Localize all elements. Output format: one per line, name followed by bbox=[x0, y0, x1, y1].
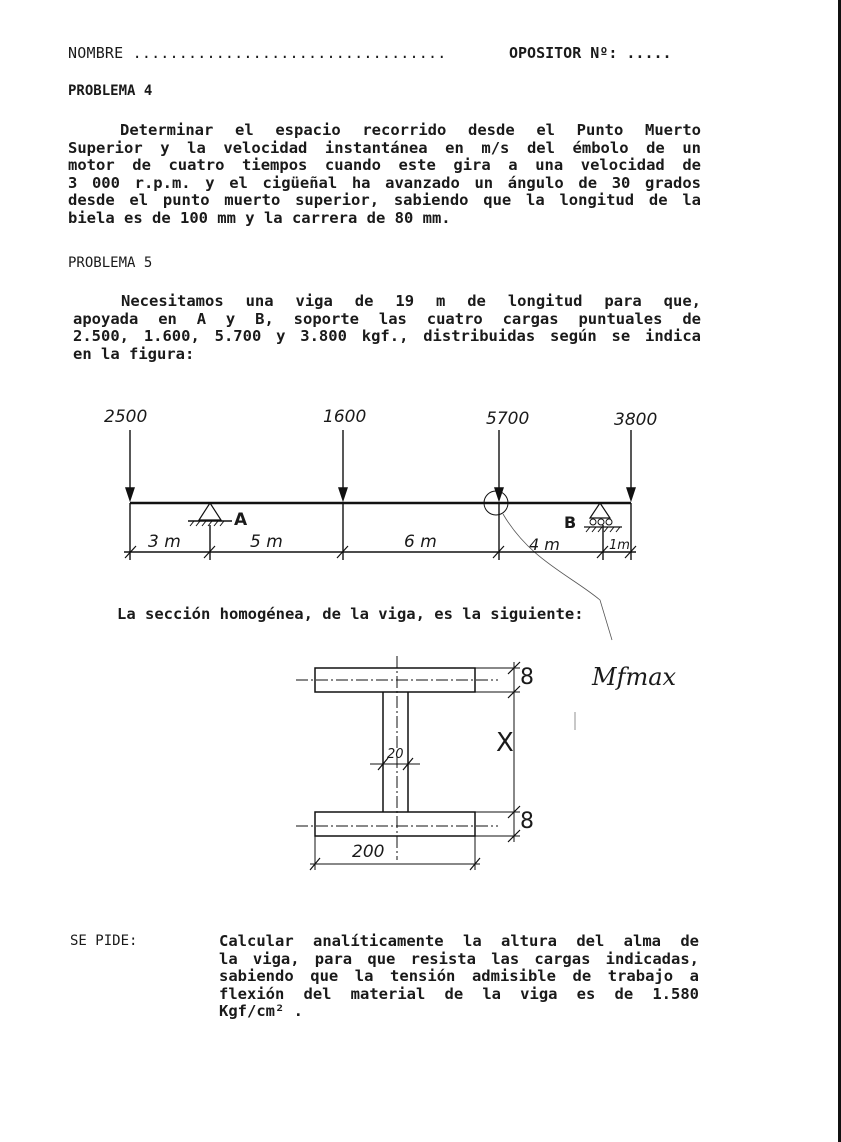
opositor-field-label: OPOSITOR Nº: ..... bbox=[509, 44, 672, 62]
problem-5-line: en la figura: bbox=[73, 344, 195, 363]
support-b-icon bbox=[590, 503, 610, 518]
se-pide-text bbox=[219, 933, 699, 1021]
span-label-5m: 5 m bbox=[250, 532, 283, 552]
load-arrow-head bbox=[627, 488, 635, 500]
load-label-5700: 5700 bbox=[486, 409, 530, 429]
top-flange bbox=[315, 668, 475, 692]
bottom-flange-thickness-label: 8 bbox=[520, 809, 534, 834]
width-label: 200 bbox=[352, 842, 385, 862]
bottom-flange bbox=[315, 812, 475, 836]
problem-4-line: Superior y la velocidad instantánea en m/s del émbolo de un bbox=[68, 138, 701, 157]
load-label-1600: 1600 bbox=[323, 407, 367, 427]
support-a-hatch bbox=[190, 521, 224, 526]
problem-4-line: biela es de 100 mm y la carrera de 80 mm. bbox=[68, 208, 451, 227]
problem-4-text bbox=[68, 122, 701, 227]
se-pide-line: sabiendo que la tensión admisible de trabajo a bbox=[219, 967, 699, 985]
problem-5-heading: PROBLEMA 5 bbox=[68, 255, 153, 271]
se-pide-label: SE PIDE: bbox=[70, 933, 138, 949]
problem-5-line: Necesitamos una viga de 19 m de longitud para que, bbox=[121, 292, 701, 310]
nombre-field-label: NOMBRE .................................. bbox=[68, 44, 447, 62]
section-caption: La sección homogénea, de la viga, es la siguiente: bbox=[117, 605, 584, 623]
web-thickness-label: 20 bbox=[387, 747, 404, 762]
max-moment-circle bbox=[484, 491, 508, 515]
se-pide-line: Calcular analíticamente la altura del alma de bbox=[219, 932, 699, 950]
load-label-3800: 3800 bbox=[614, 410, 658, 430]
problem-5-text bbox=[73, 293, 701, 363]
se-pide-line: Kgf/cm² . bbox=[219, 1002, 303, 1020]
load-label-2500: 2500 bbox=[104, 407, 148, 427]
se-pide-line: flexión del material de la viga es de 1.580 bbox=[219, 984, 699, 1003]
top-flange-thickness-label: 8 bbox=[520, 665, 534, 690]
span-label-3m: 3 m bbox=[148, 532, 181, 552]
max-moment-annotation: Mfmax bbox=[592, 663, 677, 691]
problem-4-line: motor de cuatro tiempos cuando este gira a una velocidad de bbox=[68, 156, 701, 174]
problem-5-line: 2.500, 1.600, 5.700 y 3.800 kgf., distribuidas según se indica bbox=[73, 327, 701, 345]
problem-4-line: Determinar el espacio recorrido desde el Punto Muerto bbox=[120, 121, 701, 139]
span-label-1m: 1m bbox=[609, 538, 630, 553]
problem-4-heading: PROBLEMA 4 bbox=[68, 83, 153, 99]
span-label-4m: 4 m bbox=[529, 535, 560, 554]
span-label-6m: 6 m bbox=[404, 532, 437, 552]
problem-4-line: desde el punto muerto superior, sabiendo que la longitud de la bbox=[68, 191, 701, 209]
support-b-label: B bbox=[564, 513, 577, 532]
support-a-label: A bbox=[234, 510, 248, 530]
load-arrow-head bbox=[126, 488, 134, 500]
web-height-label: X bbox=[496, 728, 514, 758]
se-pide-line: la viga, para que resista las cargas indicadas, bbox=[219, 949, 699, 968]
problem-5-line: apoyada en A y B, soporte las cuatro cargas puntuales de bbox=[73, 309, 701, 328]
load-arrow-head bbox=[339, 488, 347, 500]
support-b-hatch bbox=[586, 527, 620, 532]
problem-4-line: 3 000 r.p.m. y el cigüeñal ha avanzado un ángulo de 30 grados bbox=[68, 173, 701, 192]
support-a-icon bbox=[199, 503, 221, 520]
load-arrow-head bbox=[495, 488, 503, 500]
